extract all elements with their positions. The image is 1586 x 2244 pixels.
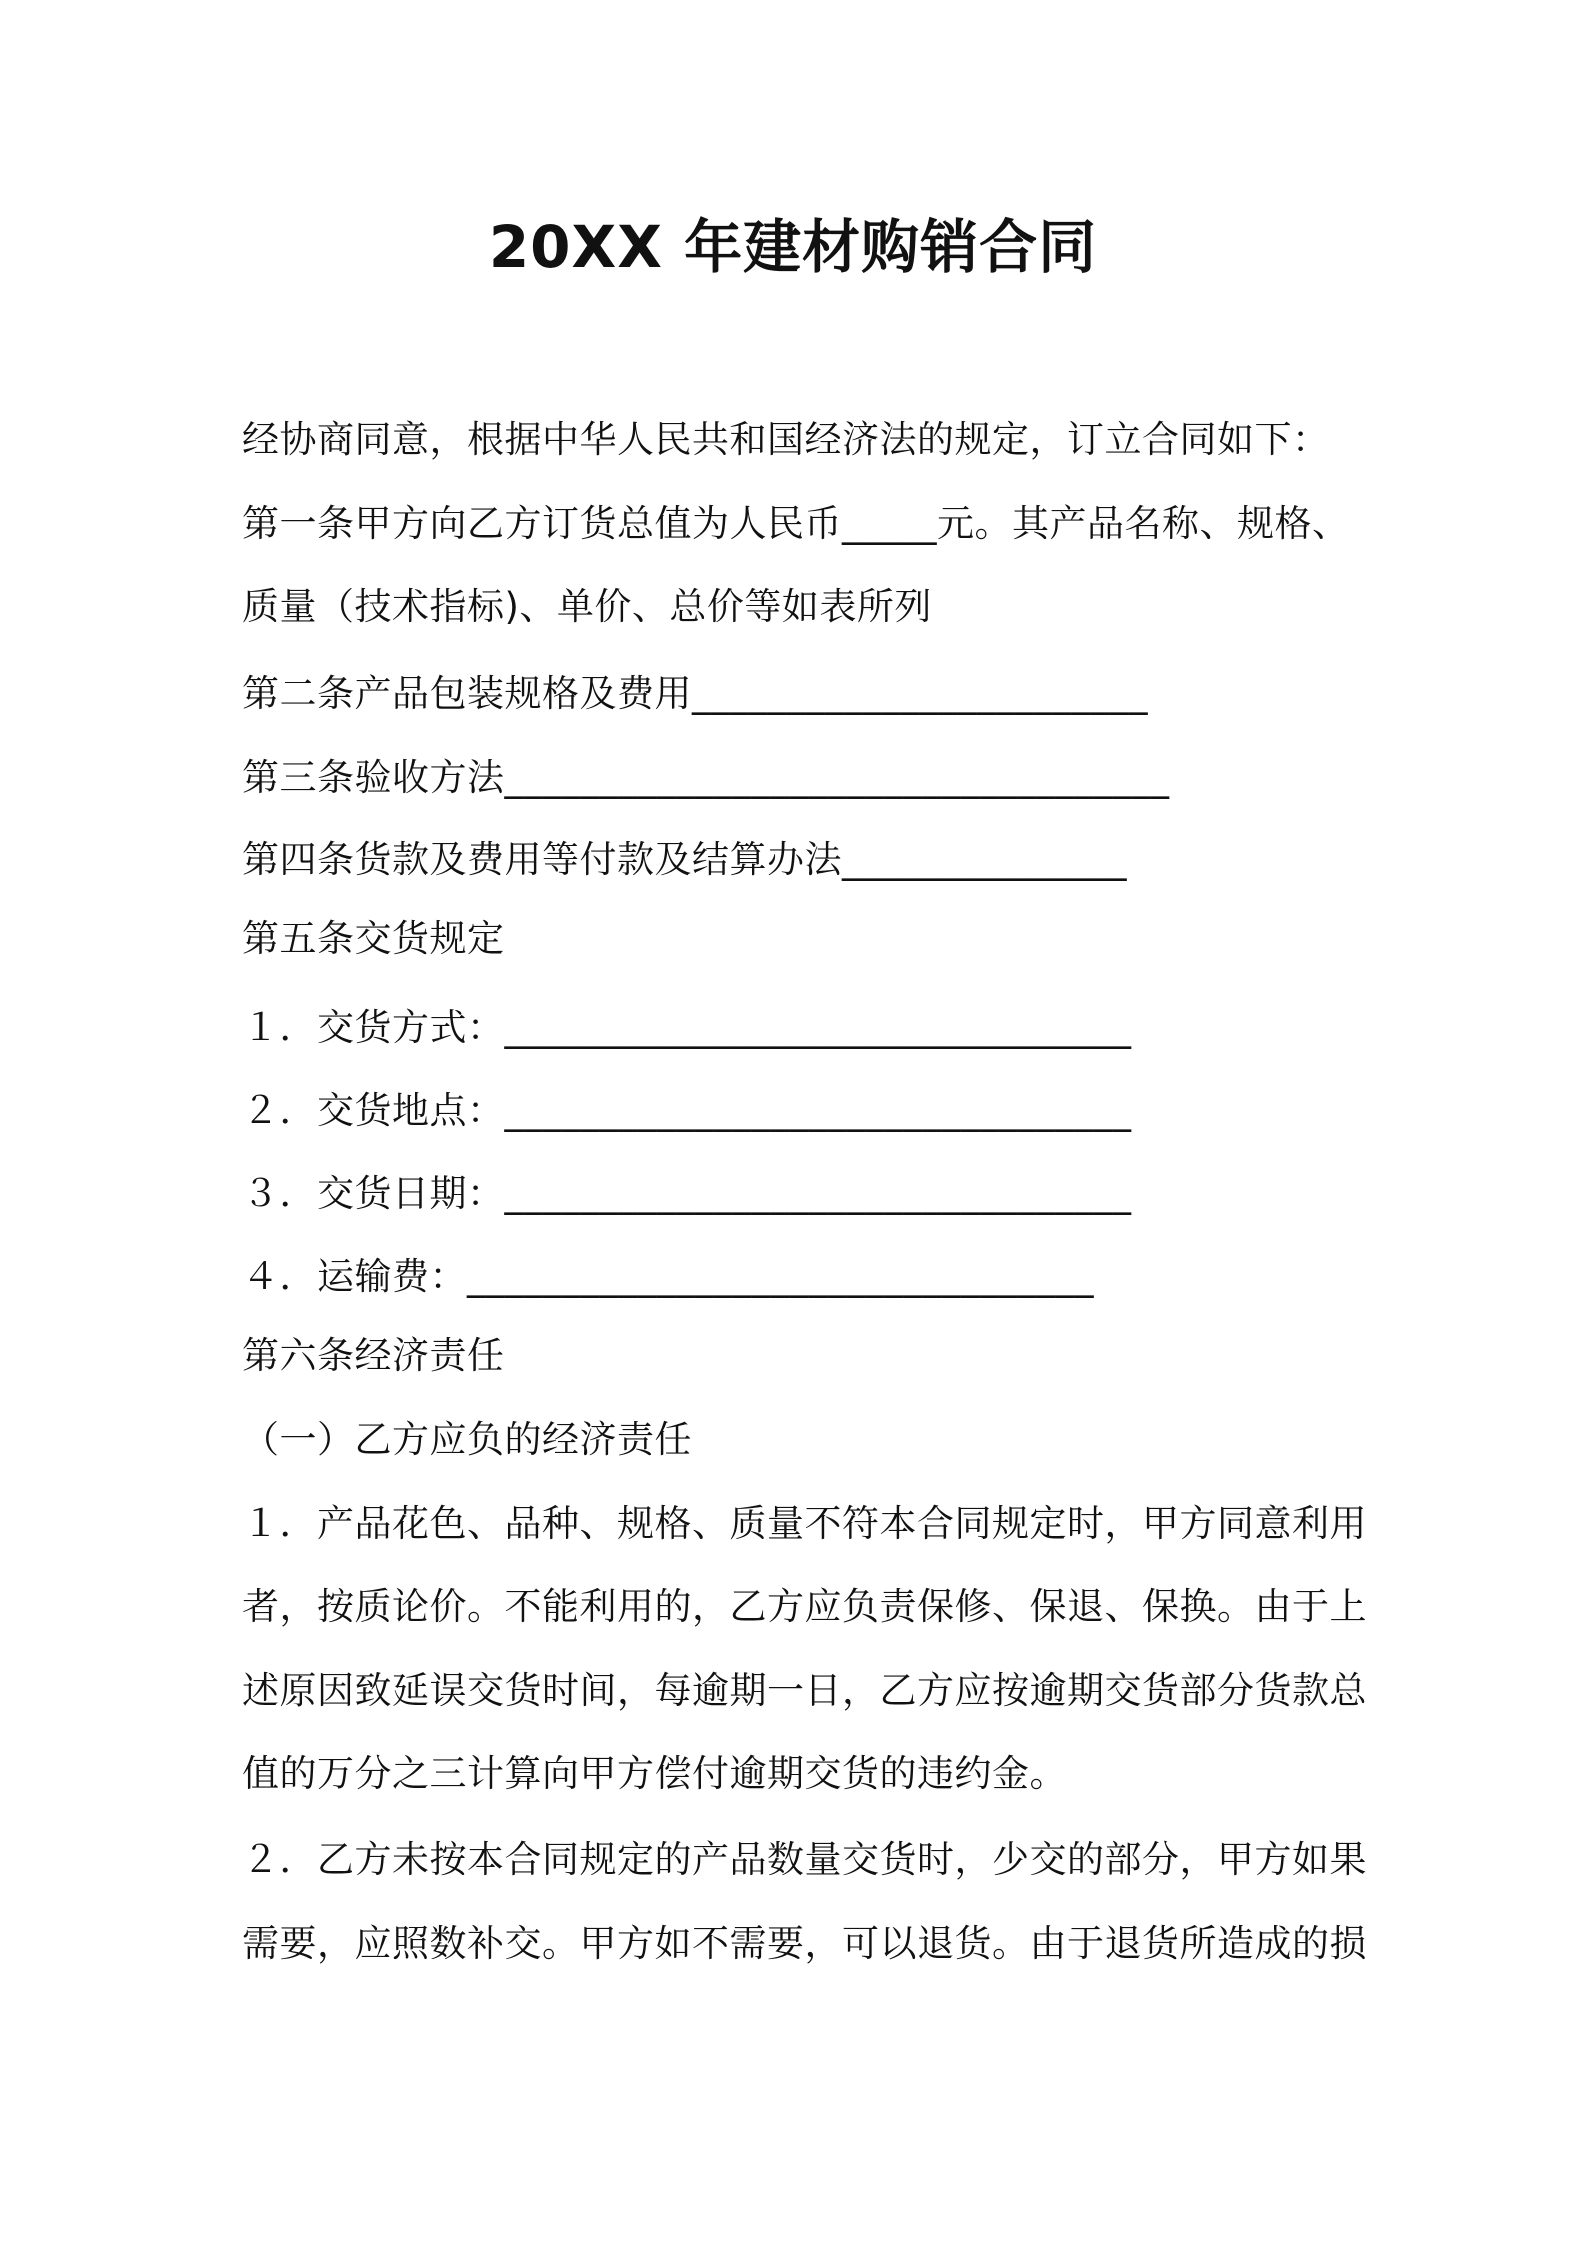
article-1-line-2: 质量（技术指标)、单价、总价等如表所列: [242, 585, 932, 628]
clause-1-line-1: １．产品花色、品种、规格、质量不符本合同规定时，甲方同意利用: [242, 1502, 1367, 1545]
preamble-line: 经协商同意，根据中华人民共和国经济法的规定，订立合同如下：: [242, 418, 1330, 461]
clause-1-line-4: 值的万分之三计算向甲方偿付逾期交货的违约金。: [242, 1752, 1067, 1795]
delivery-method-line: １．交货方式：_________________________________: [242, 1006, 1132, 1049]
section-1-heading: （一）乙方应负的经济责任: [242, 1418, 692, 1461]
clause-1-line-3: 述原因致延误交货时间，每逾期一日，乙方应按逾期交货部分货款总: [242, 1669, 1367, 1712]
clause-2-line-1: ２．乙方未按本合同规定的产品数量交货时，少交的部分，甲方如果: [242, 1838, 1367, 1881]
delivery-date-line: ３．交货日期：_________________________________: [242, 1172, 1132, 1215]
article-2-line: 第二条产品包装规格及费用________________________: [242, 672, 1148, 715]
article-6-heading: 第六条经济责任: [242, 1334, 505, 1377]
article-3-line: 第三条验收方法___________________________________: [242, 756, 1170, 799]
article-4-line: 第四条货款及费用等付款及结算办法_______________: [242, 838, 1127, 881]
article-1-line-1: 第一条甲方向乙方订货总值为人民币_____元。其产品名称、规格、: [242, 502, 1350, 545]
clause-2-line-2: 需要，应照数补交。甲方如不需要，可以退货。由于退货所造成的损: [242, 1922, 1367, 1965]
transport-fee-line: ４．运输费：_________________________________: [242, 1255, 1094, 1298]
clause-1-line-2: 者，按质论价。不能利用的，乙方应负责保修、保退、保换。由于上: [242, 1585, 1367, 1628]
document-title: 20XX 年建材购销合同: [488, 213, 1098, 281]
article-5-heading: 第五条交货规定: [242, 917, 505, 960]
delivery-location-line: ２．交货地点：_________________________________: [242, 1089, 1132, 1132]
